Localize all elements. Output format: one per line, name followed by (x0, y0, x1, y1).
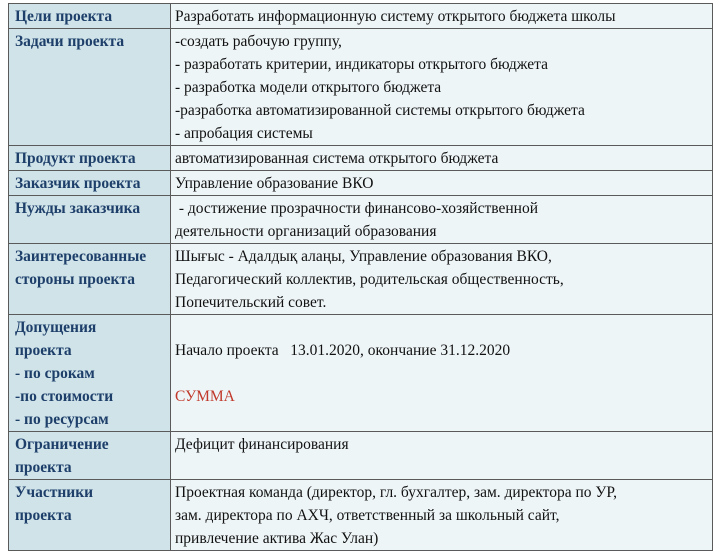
row-product (9, 146, 713, 171)
label-line: Ограничение (15, 436, 109, 453)
row-value (171, 432, 713, 480)
label-line: проекта (15, 342, 72, 359)
label-line: Заинтересованные (15, 248, 147, 265)
label-line: проекта (15, 507, 72, 524)
row-customer-needs (9, 196, 713, 244)
row-label (9, 196, 171, 244)
value-line: Шығыс - Адалдық алаңы, Управление образования ВКО, (175, 248, 552, 265)
budget-sum-placeholder: СУММА (175, 388, 235, 405)
value-line: автоматизированная система открытого бюджета (175, 150, 499, 167)
label-line: Цели проекта (15, 8, 113, 25)
value-line: Разработать информационную систему открытого бюджета школы (175, 8, 616, 25)
value-line: Проектная команда (директор, гл. бухгалтер, зам. директора по УР, (175, 484, 617, 501)
label-line: Участники (15, 484, 94, 501)
row-value (171, 146, 713, 171)
row-label (9, 315, 171, 432)
row-value (171, 315, 713, 432)
row-goals (9, 4, 713, 29)
row-value (171, 4, 713, 29)
row-assumptions (9, 315, 713, 432)
row-value (171, 171, 713, 196)
label-line: - по ресурсам (15, 411, 109, 428)
project-dates: Начало проекта 13.01.2020, окончание 31.12.2020 (175, 342, 511, 359)
row-value (171, 244, 713, 315)
row-label (9, 29, 171, 146)
value-line: - апробация системы (175, 125, 313, 142)
row-stakeholders (9, 244, 713, 315)
label-line: - по срокам (15, 365, 95, 382)
row-tasks (9, 29, 713, 146)
value-line: Дефицит финансирования (175, 436, 349, 453)
row-value (171, 29, 713, 146)
project-passport-table (8, 3, 713, 551)
value-line: Педагогический коллектив, родительская общественность, (175, 271, 564, 288)
label-line: проекта (15, 459, 72, 476)
label-line: стороны проекта (15, 271, 135, 288)
row-value (171, 196, 713, 244)
row-constraints (9, 432, 713, 480)
row-label (9, 432, 171, 480)
label-line: Задачи проекта (15, 33, 125, 50)
spacer (175, 362, 708, 385)
row-label (9, 244, 171, 315)
value-line: зам. директора по АХЧ, ответственный за школьный сайт, (175, 507, 560, 524)
value-line: привлечение актива Жас Улан) (175, 530, 379, 547)
value-line: Управление образование ВКО (175, 175, 374, 192)
row-customer (9, 171, 713, 196)
value-line: деятельности организаций образования (175, 223, 437, 240)
value-line: - достижение прозрачности финансово-хозяйственной (175, 200, 539, 217)
label-line: Продукт проекта (15, 150, 136, 167)
value-line: - разработать критерии, индикаторы открытого бюджета (175, 56, 548, 73)
value-line: - разработка модели открытого бюджета (175, 79, 442, 96)
row-label (9, 146, 171, 171)
value-line: Попечительский совет. (175, 294, 327, 311)
value-line: -разработка автоматизированной системы открытого бюджета (175, 102, 585, 119)
value-line: -создать рабочую группу, (175, 33, 342, 50)
label-line: Нужды заказчика (15, 200, 141, 217)
label-line: Допущения (15, 319, 97, 336)
row-label (9, 171, 171, 196)
label-line: -по стоимости (15, 388, 114, 405)
row-label (9, 4, 171, 29)
label-line: Заказчик проекта (15, 175, 141, 192)
